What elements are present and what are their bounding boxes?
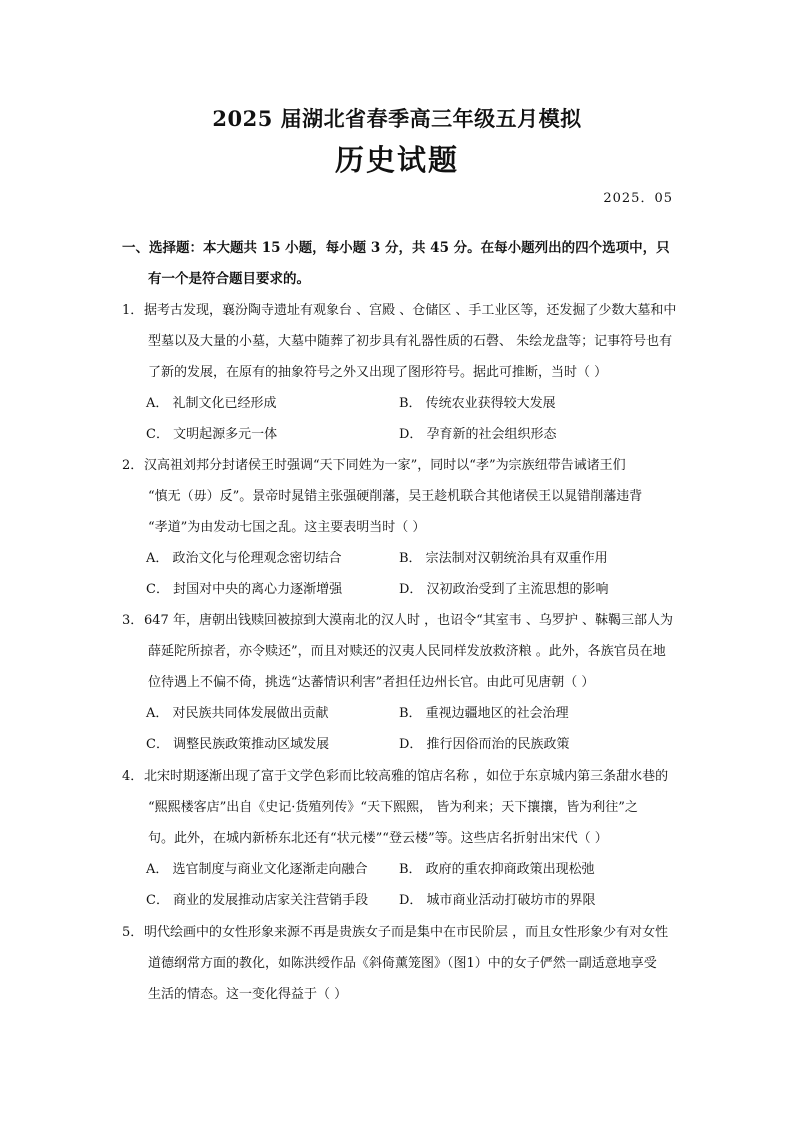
option-c[interactable]: C． 调整民族政策推动区域发展 [146,737,330,752]
options [122,854,677,916]
question-line: “熙熙楼客店”出自《史记·货殖列传》“天下熙熙， 皆为利来；天下攘攘，皆为利往”之 [148,800,638,815]
question-number: 4． [122,769,144,784]
question-stem [122,295,677,326]
question-stem [122,917,677,948]
exam-title: 2025 届湖北省春季高三年级五月模拟 [212,106,582,131]
exam-subject-title: 历史试题 [334,143,459,177]
section-instructions [122,233,677,295]
question-5 [122,917,677,1010]
option-c[interactable]: C． 商业的发展推动店家关注营销手段 [146,893,369,908]
option-c[interactable]: C． 封国对中央的离心力逐渐增强 [146,582,343,597]
option-b[interactable]: B． 政府的重农抑商政策出现松弛 [399,862,595,877]
question-line: “孝道”为由发动七国之乱。这主要表明当时（ ） [148,520,426,535]
question-line: 句。此外，在城内新桥东北还有“状元楼”“登云楼”等。这些店名折射出宋代（ ） [148,831,608,846]
question-stem [122,605,677,636]
option-a[interactable]: A． 对民族共同体发展做出贡献 [146,706,329,721]
option-d[interactable]: D． 推行因俗而治的民族政策 [399,737,570,752]
question-number: 1． [122,303,144,318]
options [122,698,677,760]
question-stem [122,761,677,792]
option-d[interactable]: D． 汉初政治受到了主流思想的影响 [399,582,609,597]
option-d[interactable]: D． 孕育新的社会组织形态 [399,427,557,442]
question-line: 位待遇上不偏不倚，挑选“达蕃情识利害”者担任边州长官。由此可见唐朝（ ） [148,675,595,690]
section-instructions-line1: 一、选择题：本大题共 15 小题，每小题 3 分，共 45 分。在每小题列出的四个选项中，只 [122,240,670,256]
question-line: 薛延陀所掠者，亦令赎还”，而且对赎还的汉夷人民同样发放救济粮 。此外，各族官员在地 [148,644,666,659]
question-line: 道德纲常方面的教化，如陈洪绶作品《斜倚薰笼图》（图1）中的女子俨然一副适意地享受 [148,956,657,971]
option-a[interactable]: A． 政治文化与伦理观念密切结合 [146,551,342,566]
question-3 [122,605,677,760]
exam-date: 2025．05 [603,191,673,206]
question-line: 据考古发现，襄汾陶寺遗址有观象台 、宫殿 、仓储区 、手工业区等，还发掘了少数大墓和中 [144,303,677,318]
question-number: 2． [122,458,144,473]
question-1 [122,295,677,450]
question-line: “慎无（毋）反”。景帝时晁错主张强硬削藩，吴王趁机联合其他诸侯王以晁错削藩违背 [148,489,643,504]
question-number: 5． [122,925,144,940]
question-line: 647 年，唐朝出钱赎回被掠到大漠南北的汉人时 ，也诏令“其室韦 、乌罗护 、靺鞨三部人为 [144,613,673,628]
question-2 [122,450,677,605]
question-stem [122,450,677,481]
option-b[interactable]: B． 传统农业获得较大发展 [399,396,556,411]
question-line: 型墓以及大量的小墓，大墓中随葬了初步具有礼器性质的石磬、 朱绘龙盘等；记事符号也有 [148,334,673,349]
question-line: 生活的情态。这一变化得益于（ ） [148,987,348,1002]
question-number: 3． [122,613,144,628]
question-line: 了新的发展，在原有的抽象符号之外又出现了图形符号。据此可推断，当时（ ） [148,365,608,380]
question-line: 明代绘画中的女性形象来源不再是贵族女子而是集中在市民阶层 ，而且女性形象少有对女性 [144,925,669,940]
option-a[interactable]: A． 礼制文化已经形成 [146,396,277,411]
section-instructions-line2: 有一个是符合题目要求的。 [148,271,310,287]
options [122,388,677,450]
option-b[interactable]: B． 宗法制对汉朝统治具有双重作用 [399,551,608,566]
options [122,543,677,605]
question-line: 汉高祖刘邦分封诸侯王时强调“天下同姓为一家”，同时以“孝”为宗族纽带告诫诸王们 [144,458,626,473]
option-d[interactable]: D． 城市商业活动打破坊市的界限 [399,893,596,908]
option-a[interactable]: A． 选官制度与商业文化逐渐走向融合 [146,862,368,877]
option-b[interactable]: B． 重视边疆地区的社会治理 [399,706,569,721]
question-line: 北宋时期逐渐出现了富于文学色彩而比较高雅的馆店名称 ，如位于东京城内第三条甜水巷的 [144,769,669,784]
question-4 [122,761,677,916]
option-c[interactable]: C． 文明起源多元一体 [146,427,278,442]
